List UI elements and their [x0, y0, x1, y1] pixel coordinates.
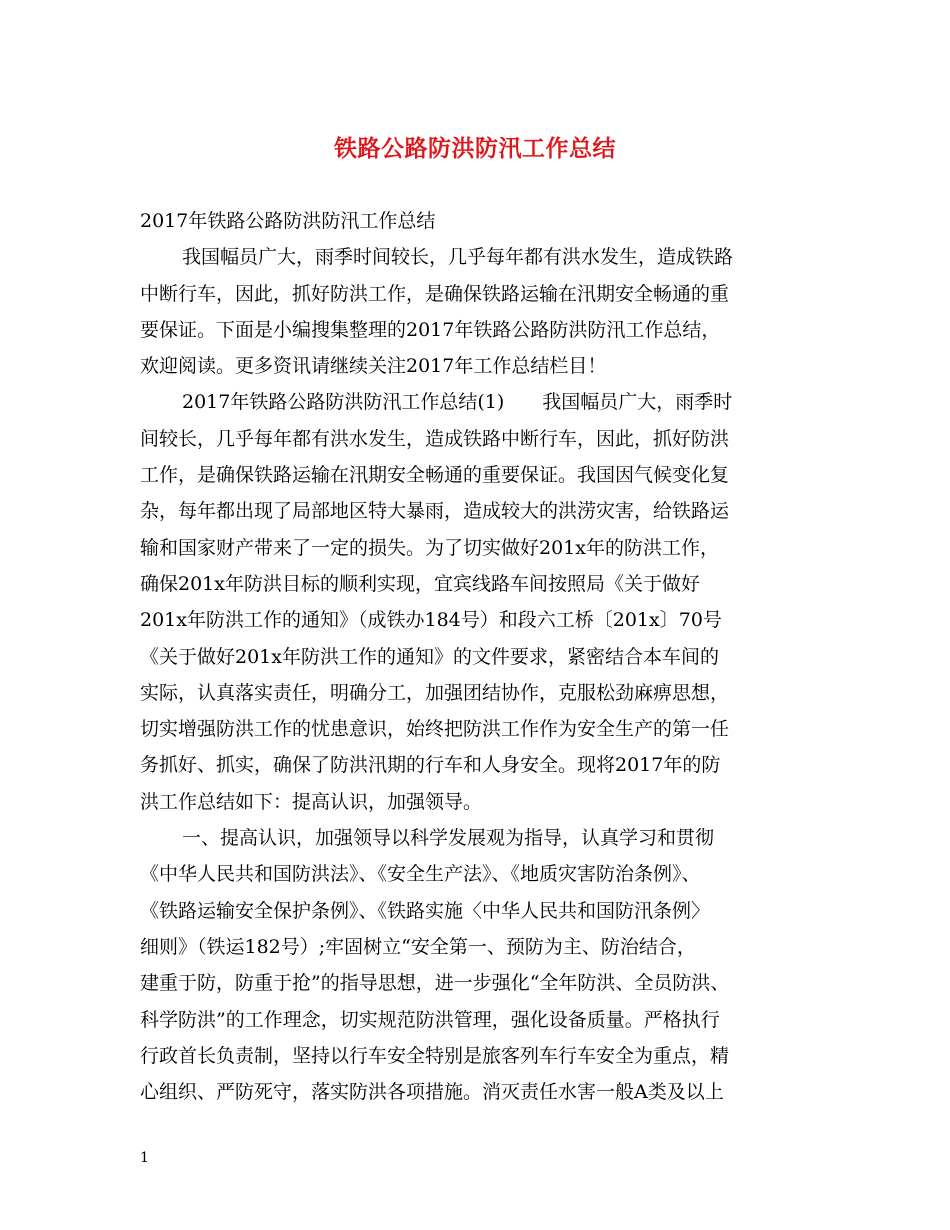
text-line: 工作，是确保铁路运输在汛期安全畅通的重要保证。我国因气候变化复 — [140, 464, 730, 487]
text-line: 《中华人民共和国防洪法》、《安全生产法》、《地质灾害防治条例》、 — [140, 863, 701, 886]
text-line: 2017年铁路公路防洪防汛工作总结 — [140, 210, 436, 232]
text-line: 洪工作总结如下：提高认识，加强领导。 — [140, 790, 483, 813]
page-number: 1 — [140, 1150, 149, 1166]
text-line: 杂，每年都出现了局部地区特大暴雨，造成较大的洪涝灾害，给铁路运 — [140, 500, 730, 523]
text-line: 欢迎阅读。更多资讯请继续关注2017年工作总结栏目！ — [140, 355, 607, 378]
text-line: 《铁路运输安全保护条例》、《铁路实施〈中华人民共和国防汛条例〉 — [140, 899, 711, 922]
text-line: 间较长，几乎每年都有洪水发生，造成铁路中断行车，因此，抓好防洪 — [140, 427, 730, 450]
document-body — [140, 203, 820, 1110]
text-line: 一、提高认识，加强领导以科学发展观为指导，认真学习和贯彻 — [182, 827, 715, 850]
text-line: 中断行车，因此，抓好防洪工作，是确保铁路运输在汛期安全畅通的重 — [140, 282, 730, 305]
text-line: 要保证。下面是小编搜集整理的2017年铁路公路防洪防汛工作总结， — [140, 318, 721, 341]
text-line: 科学防洪”的工作理念，切实规范防洪管理，强化设备质量。严格执行 — [140, 1008, 720, 1031]
document-title: 铁路公路防洪防汛工作总结 — [334, 136, 616, 162]
text-line: 切实增强防洪工作的忧患意识，始终把防洪工作作为安全生产的第一任 — [140, 718, 730, 741]
text-line: 务抓好、抓实，确保了防洪汛期的行车和人身安全。现将2017年的防 — [140, 754, 721, 777]
text-line: 输和国家财产带来了一定的损失。为了切实做好201x年的防洪工作， — [140, 536, 719, 559]
text-line: 心组织、严防死守，落实防洪各项措施。消灭责任水害一般A类及以上 — [140, 1081, 724, 1104]
text-line: 确保201x年防洪目标的顺利实现，宜宾线路车间按照局《关于做好 — [140, 572, 700, 595]
text-line: 201x年防洪工作的通知》（成铁办184号）和段六工桥〔201x〕70号 — [140, 609, 722, 632]
text-line: 实际，认真落实责任，明确分工，加强团结协作，克服松劲麻痹思想， — [140, 681, 730, 704]
text-line: 建重于防，防重于抢”的指导思想，进一步强化“全年防洪、全员防洪、 — [140, 972, 730, 995]
text-line: 我国幅员广大，雨季时间较长，几乎每年都有洪水发生，造成铁路 — [182, 246, 734, 269]
text-line: 《关于做好201x年防洪工作的通知》的文件要求，紧密结合本车间的 — [140, 645, 719, 668]
text-line: 2017年铁路公路防洪防汛工作总结(1) 我国幅员广大，雨季时 — [182, 391, 733, 414]
text-line: 行政首长负责制，坚持以行车安全特别是旅客列车行车安全为重点，精 — [140, 1044, 730, 1067]
text-line: 细则》（铁运182号）;牢固树立“安全第一、预防为主、防治结合， — [140, 935, 696, 958]
